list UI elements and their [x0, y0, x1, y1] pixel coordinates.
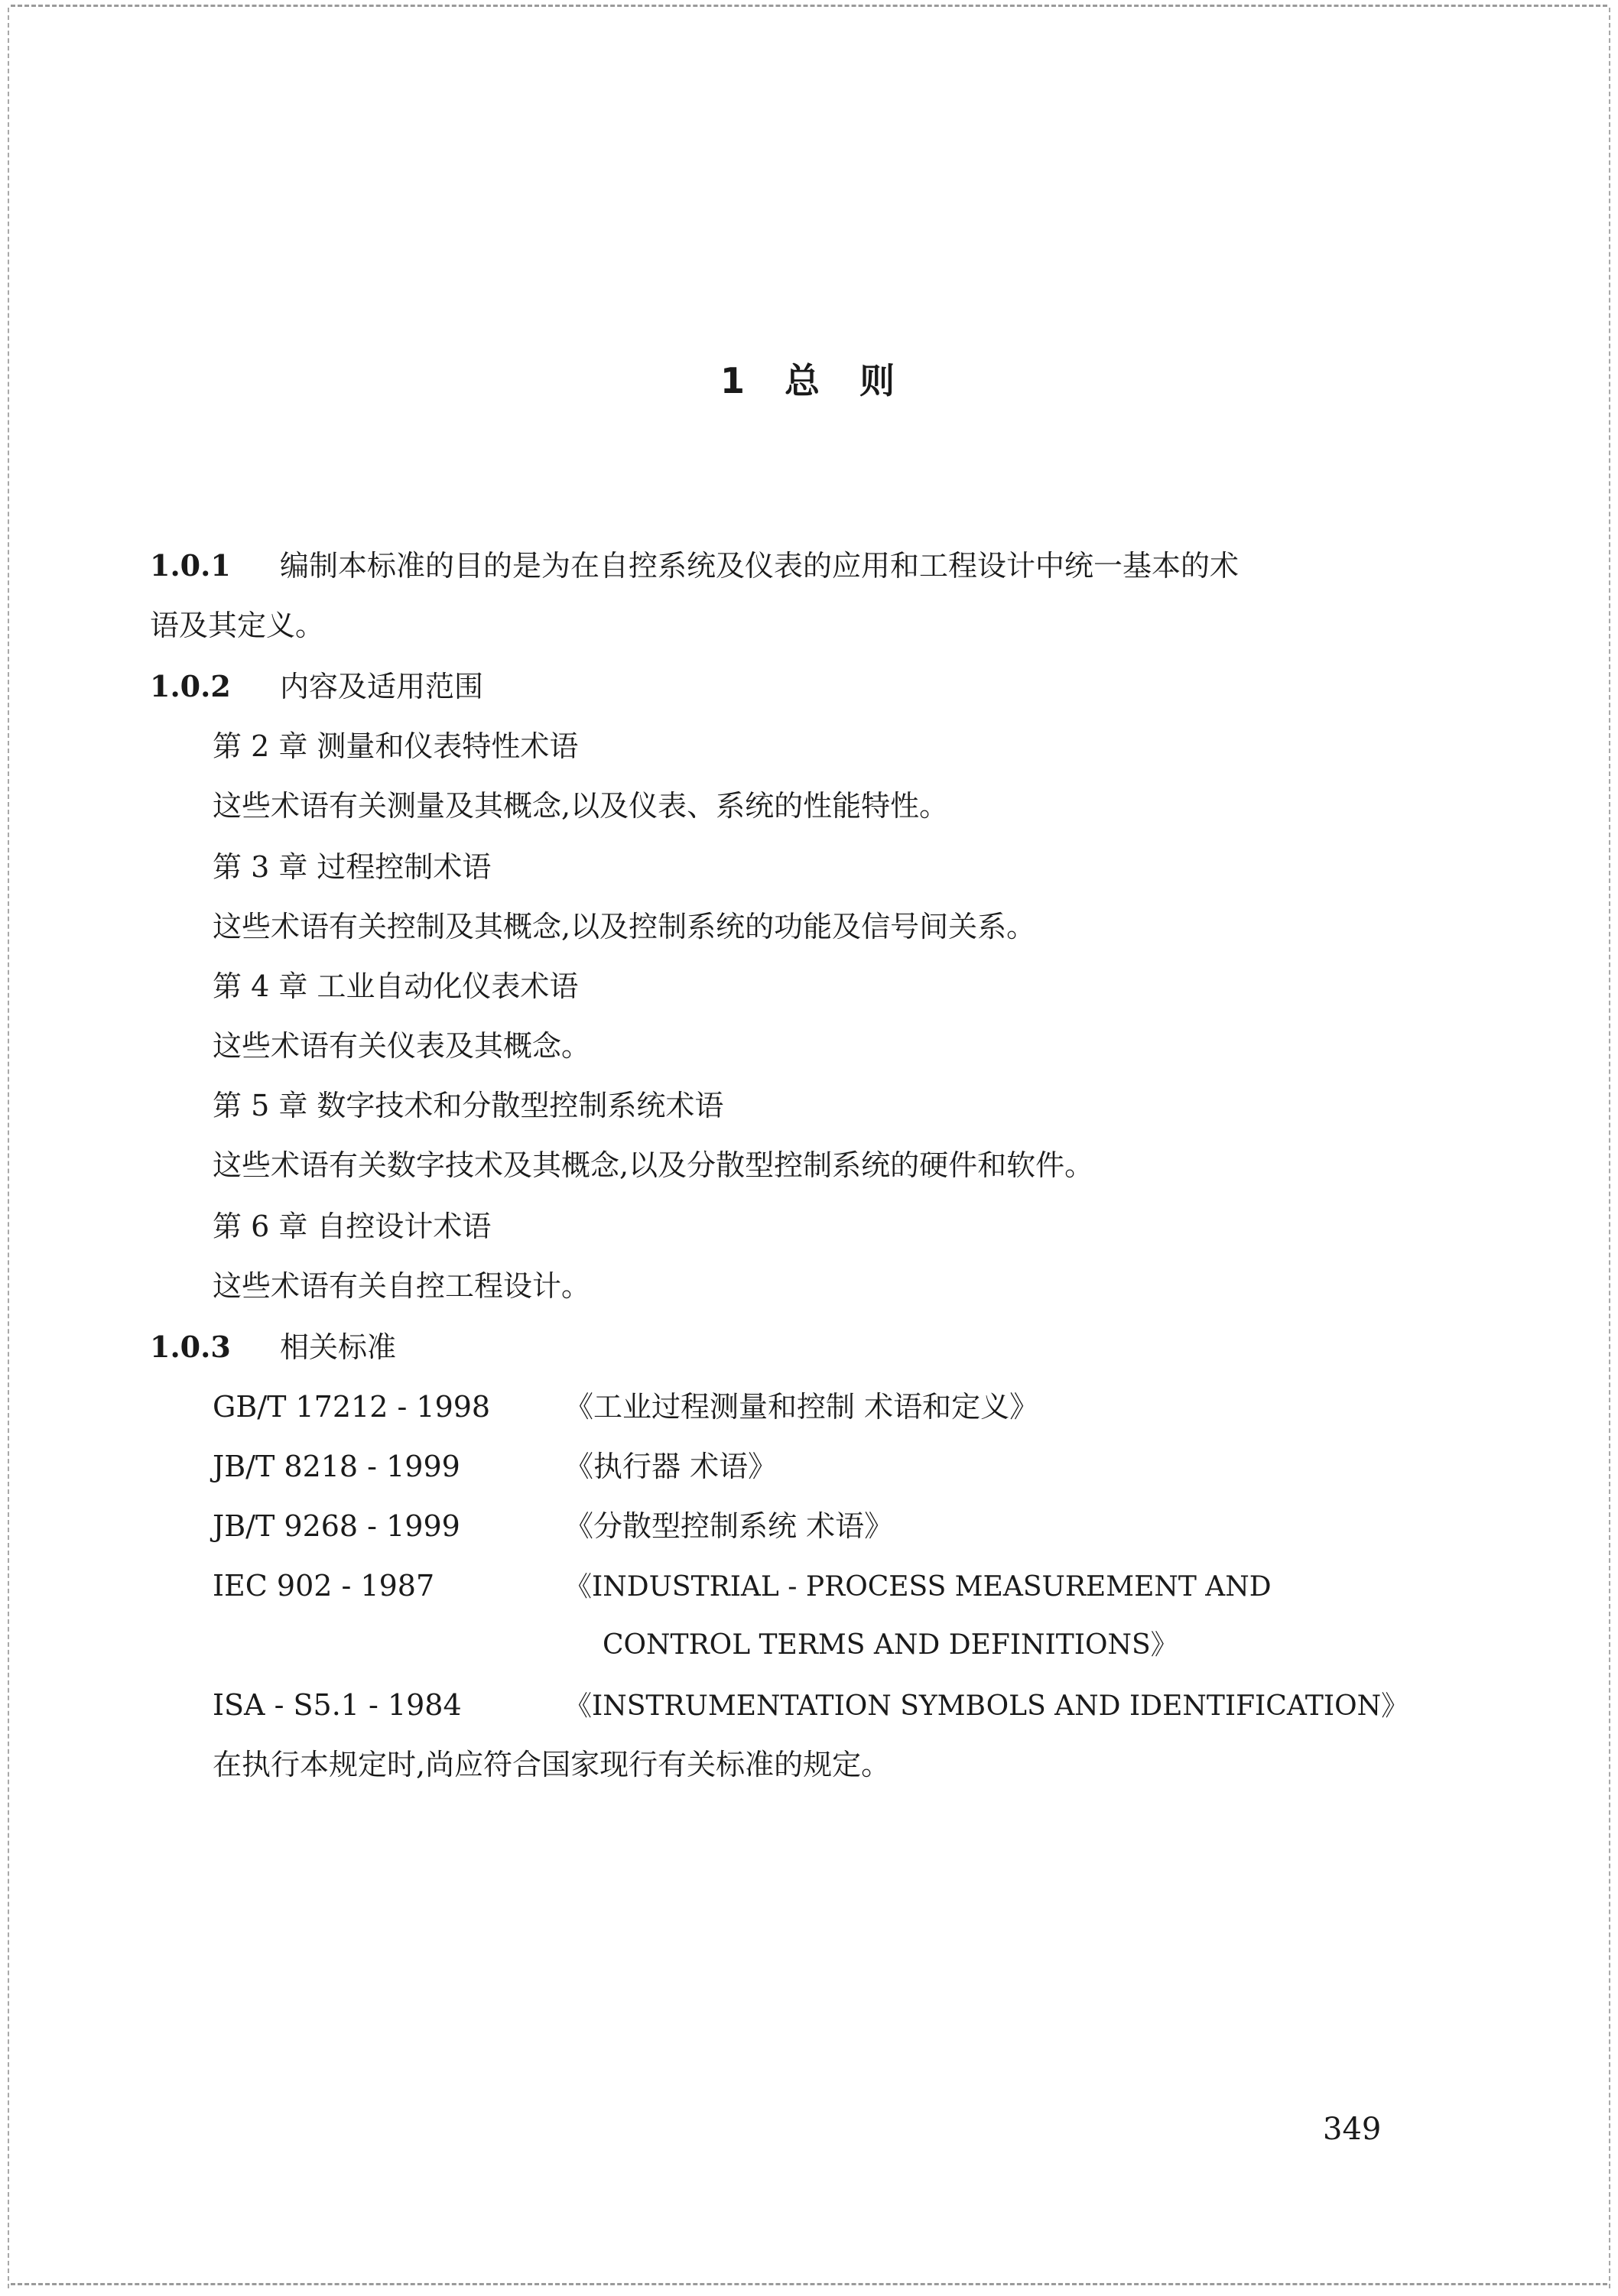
scan-edge-left	[8, 8, 9, 2288]
clause-number: 1.0.1	[150, 548, 231, 583]
clause-number: 1.0.3	[150, 1330, 231, 1364]
chapter-item: 第 4 章 工业自动化仪表术语	[213, 969, 579, 1003]
chapter-item: 第 5 章 数字技术和分散型控制系统术语	[213, 1089, 724, 1122]
standard-name: 《INDUSTRIAL - PROCESS MEASUREMENT AND	[564, 1571, 1272, 1603]
standard-row	[213, 1506, 893, 1546]
standard-code: JB/T 9268 - 1999	[213, 1509, 460, 1543]
chapter-desc: 这些术语有关自控工程设计。	[213, 1269, 591, 1303]
standard-code: GB/T 17212 - 1998	[213, 1390, 491, 1424]
standard-name: 《工业过程测量和控制 术语和定义》	[564, 1390, 1039, 1424]
chapter-item: 第 2 章 测量和仪表特性术语	[213, 729, 579, 763]
standard-name-cont: CONTROL TERMS AND DEFINITIONS》	[603, 1629, 1178, 1661]
chapter-desc: 这些术语有关仪表及其概念。	[213, 1029, 591, 1063]
standard-row	[213, 1447, 777, 1486]
standard-row	[213, 1387, 1038, 1427]
clause-1-0-1	[150, 546, 1239, 586]
chapter-desc: 这些术语有关测量及其概念,以及仪表、系统的性能特性。	[213, 789, 949, 823]
clause-1-0-1-cont: 语及其定义。	[150, 609, 325, 642]
chapter-item: 第 6 章 自控设计术语	[213, 1210, 492, 1243]
clause-text: 编制本标准的目的是为在自控系统及仪表的应用和工程设计中统一基本的术	[280, 549, 1239, 583]
scan-edge-top	[11, 5, 1607, 7]
clause-1-0-3	[150, 1327, 396, 1367]
chapter-desc: 这些术语有关数字技术及其概念,以及分散型控制系统的硬件和软件。	[213, 1148, 1094, 1182]
clause-heading: 相关标准	[280, 1330, 397, 1364]
clause-number: 1.0.2	[150, 669, 231, 703]
standard-name: 《分散型控制系统 术语》	[564, 1509, 894, 1543]
clause-note: 在执行本规定时,尚应符合国家现行有关标准的规定。	[213, 1748, 891, 1781]
standard-row	[213, 1685, 1408, 1726]
chapter-title: 1 总 则	[720, 360, 898, 401]
scan-edge-bottom	[11, 2283, 1607, 2285]
chapter-desc: 这些术语有关控制及其概念,以及控制系统的功能及信号间关系。	[213, 910, 1036, 943]
standard-row	[213, 1566, 1272, 1607]
clause-heading: 内容及适用范围	[280, 670, 484, 703]
chapter-item: 第 3 章 过程控制术语	[213, 850, 492, 884]
standard-code: JB/T 8218 - 1999	[213, 1450, 460, 1483]
standard-name: 《执行器 术语》	[564, 1450, 778, 1483]
standard-code: ISA - S5.1 - 1984	[213, 1688, 462, 1722]
standard-code: IEC 902 - 1987	[213, 1569, 435, 1603]
page-number: 349	[1323, 2112, 1382, 2147]
clause-1-0-2	[150, 667, 483, 706]
scan-edge-right	[1609, 8, 1610, 2288]
standard-name: 《INSTRUMENTATION SYMBOLS AND IDENTIFICATION》	[564, 1690, 1409, 1722]
